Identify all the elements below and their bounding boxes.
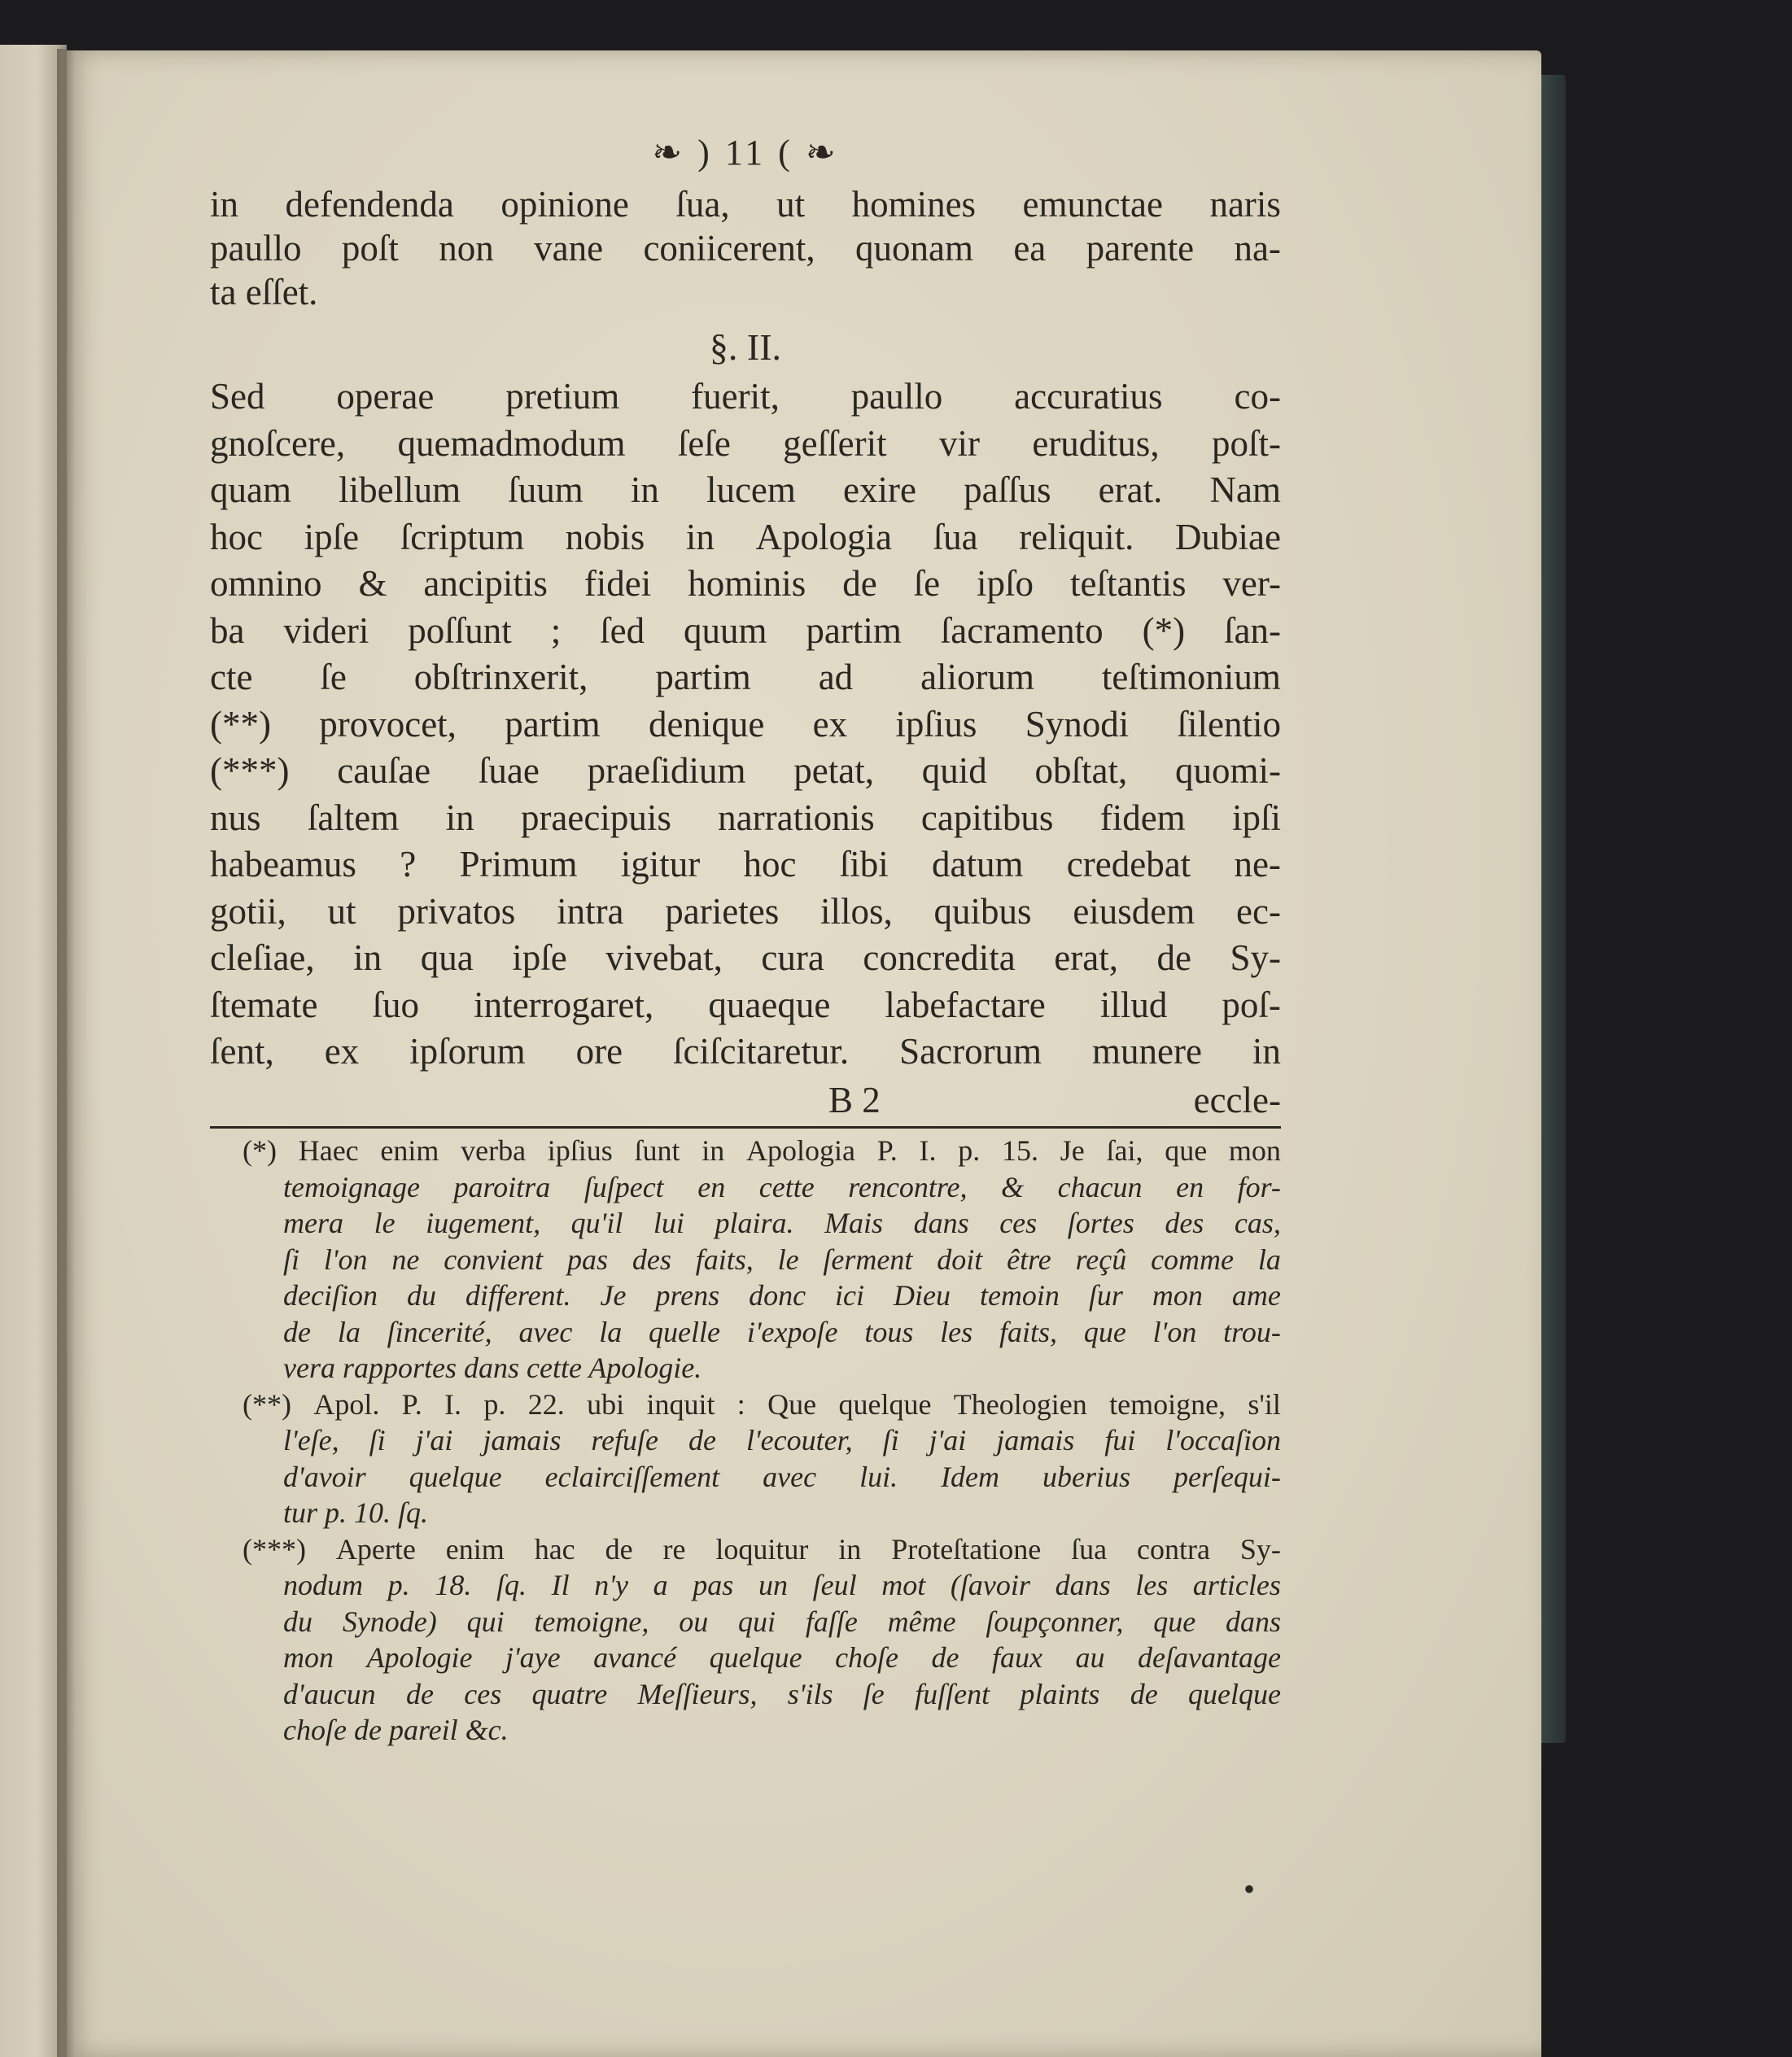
body-line: gnoſcere, quemadmodum ſeſe geſſerit vir eruditus, poſt- — [210, 422, 1281, 464]
footnote-line: (**) Apol. P. I. p. 22. ubi inquit : Que quelque Theologien temoigne, s'il — [243, 1387, 1281, 1421]
body-line: (**) provocet, partim denique ex ipſius Synodi ſilentio — [210, 703, 1281, 745]
body-line: Sed operae pretium fuerit, paullo accuratius co- — [210, 376, 1281, 417]
body-line: habeamus ? Primum igitur hoc ſibi datum credebat ne- — [210, 844, 1281, 884]
signature-mark: B 2 — [828, 1080, 881, 1120]
body-line: (***) cauſae ſuae praeſidium petat, quid obſtat, quomi- — [210, 750, 1281, 791]
continuation-line: ta eſſet. — [210, 272, 318, 312]
footnote-line: de la ſincerité, avec la quelle i'expoſe tous les faits, que l'on trou- — [283, 1315, 1281, 1348]
footnote-line: l'eſe, ſi j'ai jamais refuſe de l'ecouter, ſi j'ai jamais fui l'occaſion — [283, 1424, 1281, 1456]
footnote-line: nodum p. 18. ſq. Il n'y a pas un ſeul mot (ſavoir dans les articles — [283, 1569, 1281, 1601]
footnote-rule — [210, 1126, 1281, 1129]
catchword: eccle- — [1193, 1080, 1281, 1120]
continuation-line: in defendenda opinione ſua, ut homines emunctae naris — [210, 184, 1281, 225]
footnote-line: temoignage paroitra ſuſpect en cette rencontre, & chacun en for- — [283, 1170, 1281, 1203]
footnote-line: mera le iugement, qu'il lui plaira. Mais dans ces ſortes des cas, — [283, 1207, 1281, 1239]
body-line: ſent, ex ipſorum ore ſciſcitaretur. Sacrorum munere in — [210, 1031, 1281, 1072]
body-line: nus ſaltem in praecipuis narrationis capitibus fidem ipſi — [210, 797, 1281, 838]
footnote-line: deciſion du different. Je prens donc ici Dieu temoin ſur mon ame — [283, 1279, 1281, 1312]
body-line: gotii, ut privatos intra parietes illos, quibus eiusdem ec- — [210, 890, 1281, 932]
signature-row — [210, 1077, 1281, 1123]
ink-speck: • — [1243, 1871, 1256, 1907]
footnote-line: (*) Haec enim verba ipſius ſunt in Apologia P. I. p. 15. Je ſai, que mon — [243, 1134, 1281, 1167]
continuation-line: paullo poſt non vane coniicerent, quonam ea parente na- — [210, 228, 1281, 269]
body-line: cte ſe obſtrinxerit, partim ad aliorum teſtimonium — [210, 657, 1281, 697]
footnote-line: du Synode) qui temoigne, ou qui faſſe même ſoupçonner, que dans — [283, 1605, 1281, 1638]
footnote-line: choſe de pareil &c. — [283, 1714, 509, 1746]
body-line: ſtemate ſuo interrogaret, quaeque labefactare illud poſ- — [210, 984, 1281, 1025]
cover-board-edge — [1541, 75, 1566, 1743]
footnote-line: d'avoir quelque eclairciſſement avec lui. Idem uberius perſequi- — [283, 1460, 1281, 1493]
footnote-line: d'aucun de ces quatre Meſſieurs, s'ils ſe fuſſent plaints de quelque — [283, 1677, 1281, 1710]
running-head: ❧ ) 11 ( ❧ — [652, 133, 839, 173]
body-line: ba videri poſſunt ; ſed quum partim ſacramento (*) ſan- — [210, 609, 1281, 651]
gutter-shadow — [57, 49, 75, 2057]
footnote-line: mon Apologie j'aye avancé quelque choſe de faux au deſavantage — [283, 1641, 1281, 1674]
section-heading: §. II. — [709, 326, 782, 368]
body-line: quam libellum ſuum in lucem exire paſſus erat. Nam — [210, 469, 1281, 510]
footnote-line: tur p. 10. ſq. — [283, 1496, 429, 1529]
footnote-line: (***) Aperte enim hac de re loquitur in Proteſtatione ſua contra Sy- — [243, 1532, 1281, 1566]
footnote-line: vera rapportes dans cette Apologie. — [283, 1352, 702, 1384]
body-line: omnino & ancipitis fidei hominis de ſe ipſo teſtantis ver- — [210, 563, 1281, 604]
footnote-line: ſi l'on ne convient pas des faits, le ſerment doit être reçû comme la — [283, 1242, 1281, 1276]
body-line: cleſiae, in qua ipſe vivebat, cura concredita erat, de Sy- — [210, 937, 1281, 978]
body-line: hoc ipſe ſcriptum nobis in Apologia ſua reliquit. Dubiae — [210, 516, 1281, 557]
